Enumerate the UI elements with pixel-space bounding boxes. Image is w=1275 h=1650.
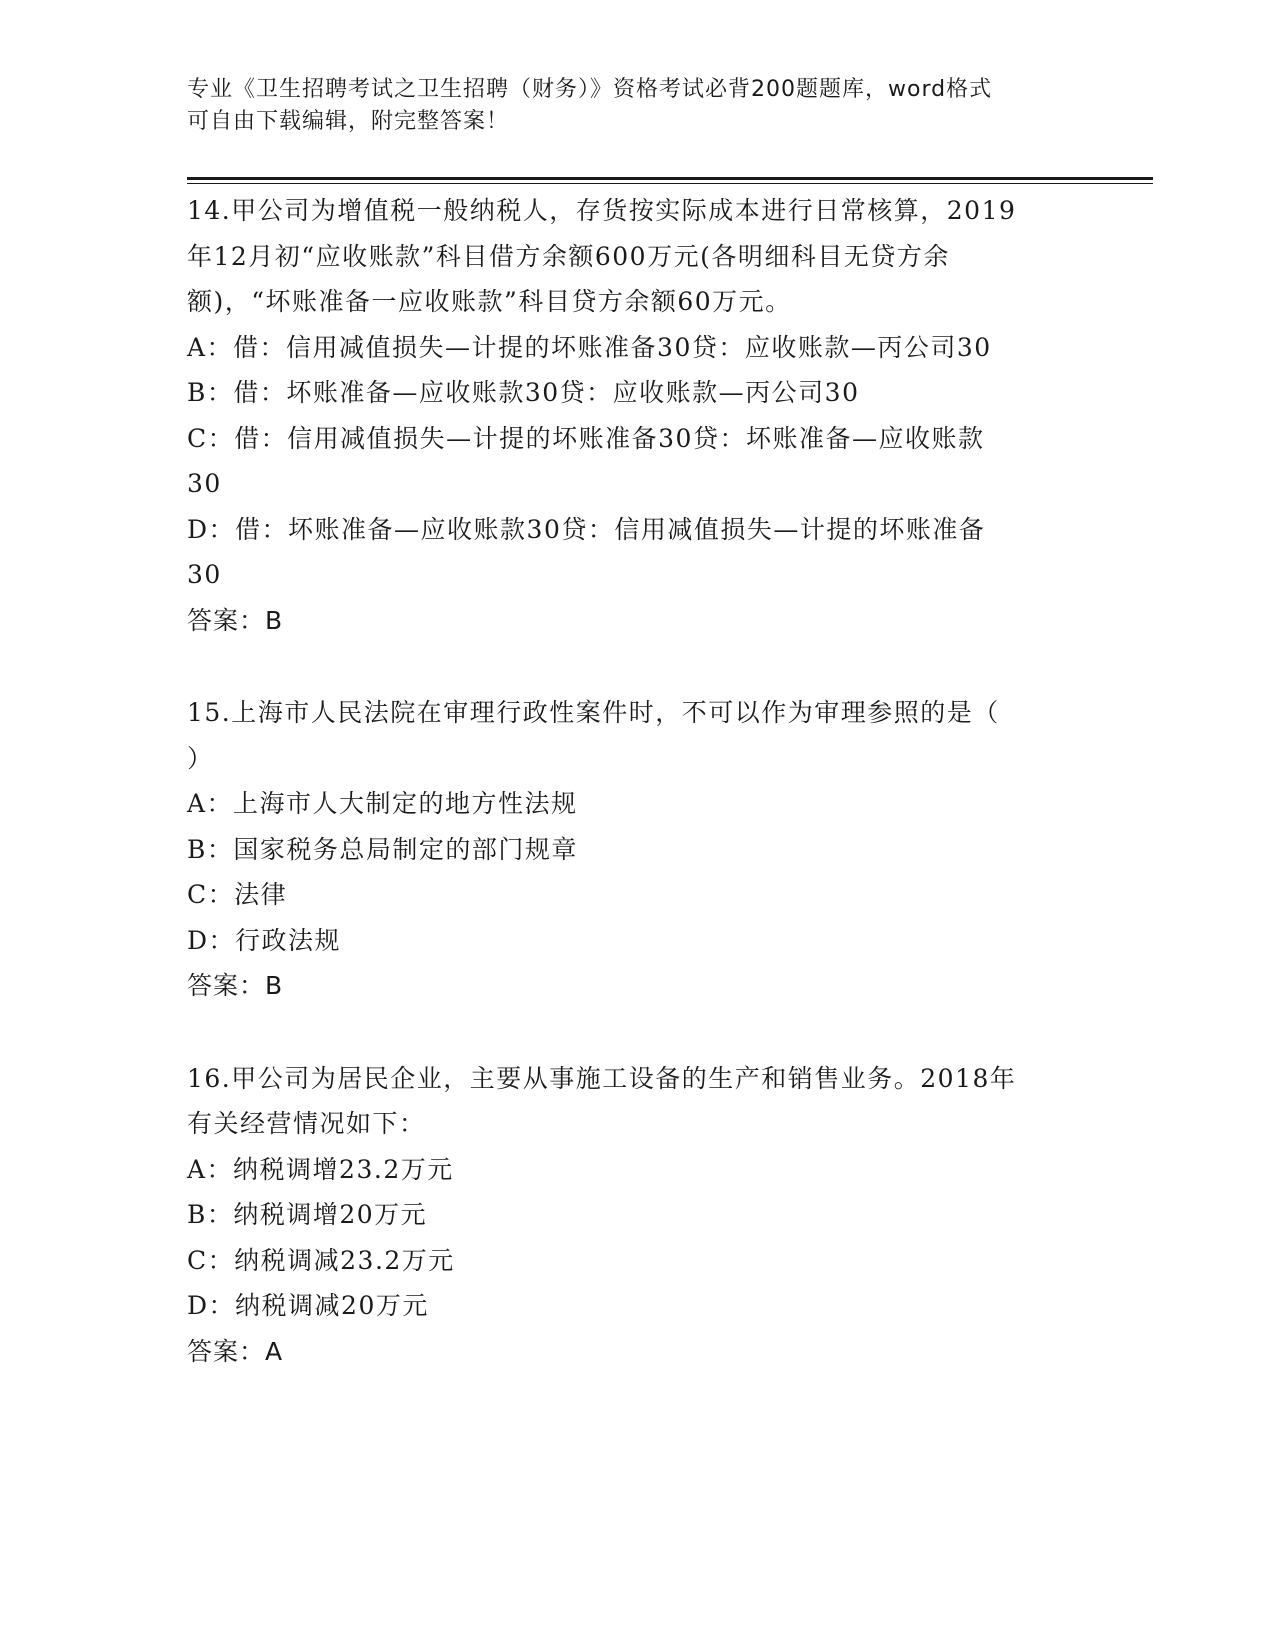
option-d: D：行政法规 (187, 925, 342, 955)
question-stem-line: 有关经营情况如下： (187, 1109, 426, 1138)
question-stem-line: 15.上海市人民法院在审理行政性案件时，不可以作为审理参照的是（ (187, 698, 1000, 727)
header-divider-thin (187, 183, 1153, 184)
header-divider-thick (187, 177, 1153, 180)
option-c-continued: 30 (187, 469, 222, 498)
question-15 (187, 690, 1087, 1009)
option-a: A：纳税调增23.2万元 (187, 1154, 454, 1184)
option-c: C：法律 (187, 880, 288, 909)
option-b: B：国家税务总局制定的部门规章 (187, 834, 578, 864)
option-c: C：纳税调减23.2万元 (187, 1245, 455, 1275)
option-d-continued: 30 (187, 560, 222, 589)
option-c: C：借：信用减值损失—计提的坏账准备30贷：坏账准备—应收账款 (187, 423, 985, 453)
question-14 (187, 188, 1087, 643)
option-b: B：纳税调增20万元 (187, 1200, 428, 1229)
question-stem-line: 16.甲公司为居民企业，主要从事施工设备的生产和销售业务。2018年 (187, 1063, 1017, 1093)
header-line-2: 可自由下载编辑，附完整答案！ (187, 109, 510, 134)
question-stem-line: 额)，“坏账准备一应收账款”科目贷方余额60万元。 (187, 287, 792, 316)
question-stem-line: ） (187, 743, 214, 773)
option-a: A：借：信用减值损失—计提的坏账准备30贷：应收账款—丙公司30 (187, 332, 992, 362)
answer-line: 答案：B (187, 971, 284, 1000)
question-list (187, 188, 1087, 1421)
option-b: B：借：坏账准备—应收账款30贷：应收账款—丙公司30 (187, 378, 860, 407)
answer-line: 答案：B (187, 605, 284, 635)
option-a: A：上海市人大制定的地方性法规 (187, 789, 578, 818)
option-d: D：借：坏账准备—应收账款30贷：信用减值损失—计提的坏账准备 (187, 514, 986, 544)
answer-line: 答案：A (187, 1336, 284, 1366)
question-stem-line: 年12月初“应收账款”科目借方余额600万元(各明细科目无贷方余 (187, 241, 950, 271)
question-stem-line: 14.甲公司为增值税一般纳税人，存货按实际成本进行日常核算，2019 (187, 196, 1017, 225)
option-d: D：纳税调减20万元 (187, 1291, 429, 1320)
document-header (187, 74, 1067, 138)
question-16 (187, 1056, 1087, 1375)
header-line-1: 专业《卫生招聘考试之卫生招聘（财务）》资格考试必背200题题库，word格式 (187, 77, 993, 102)
